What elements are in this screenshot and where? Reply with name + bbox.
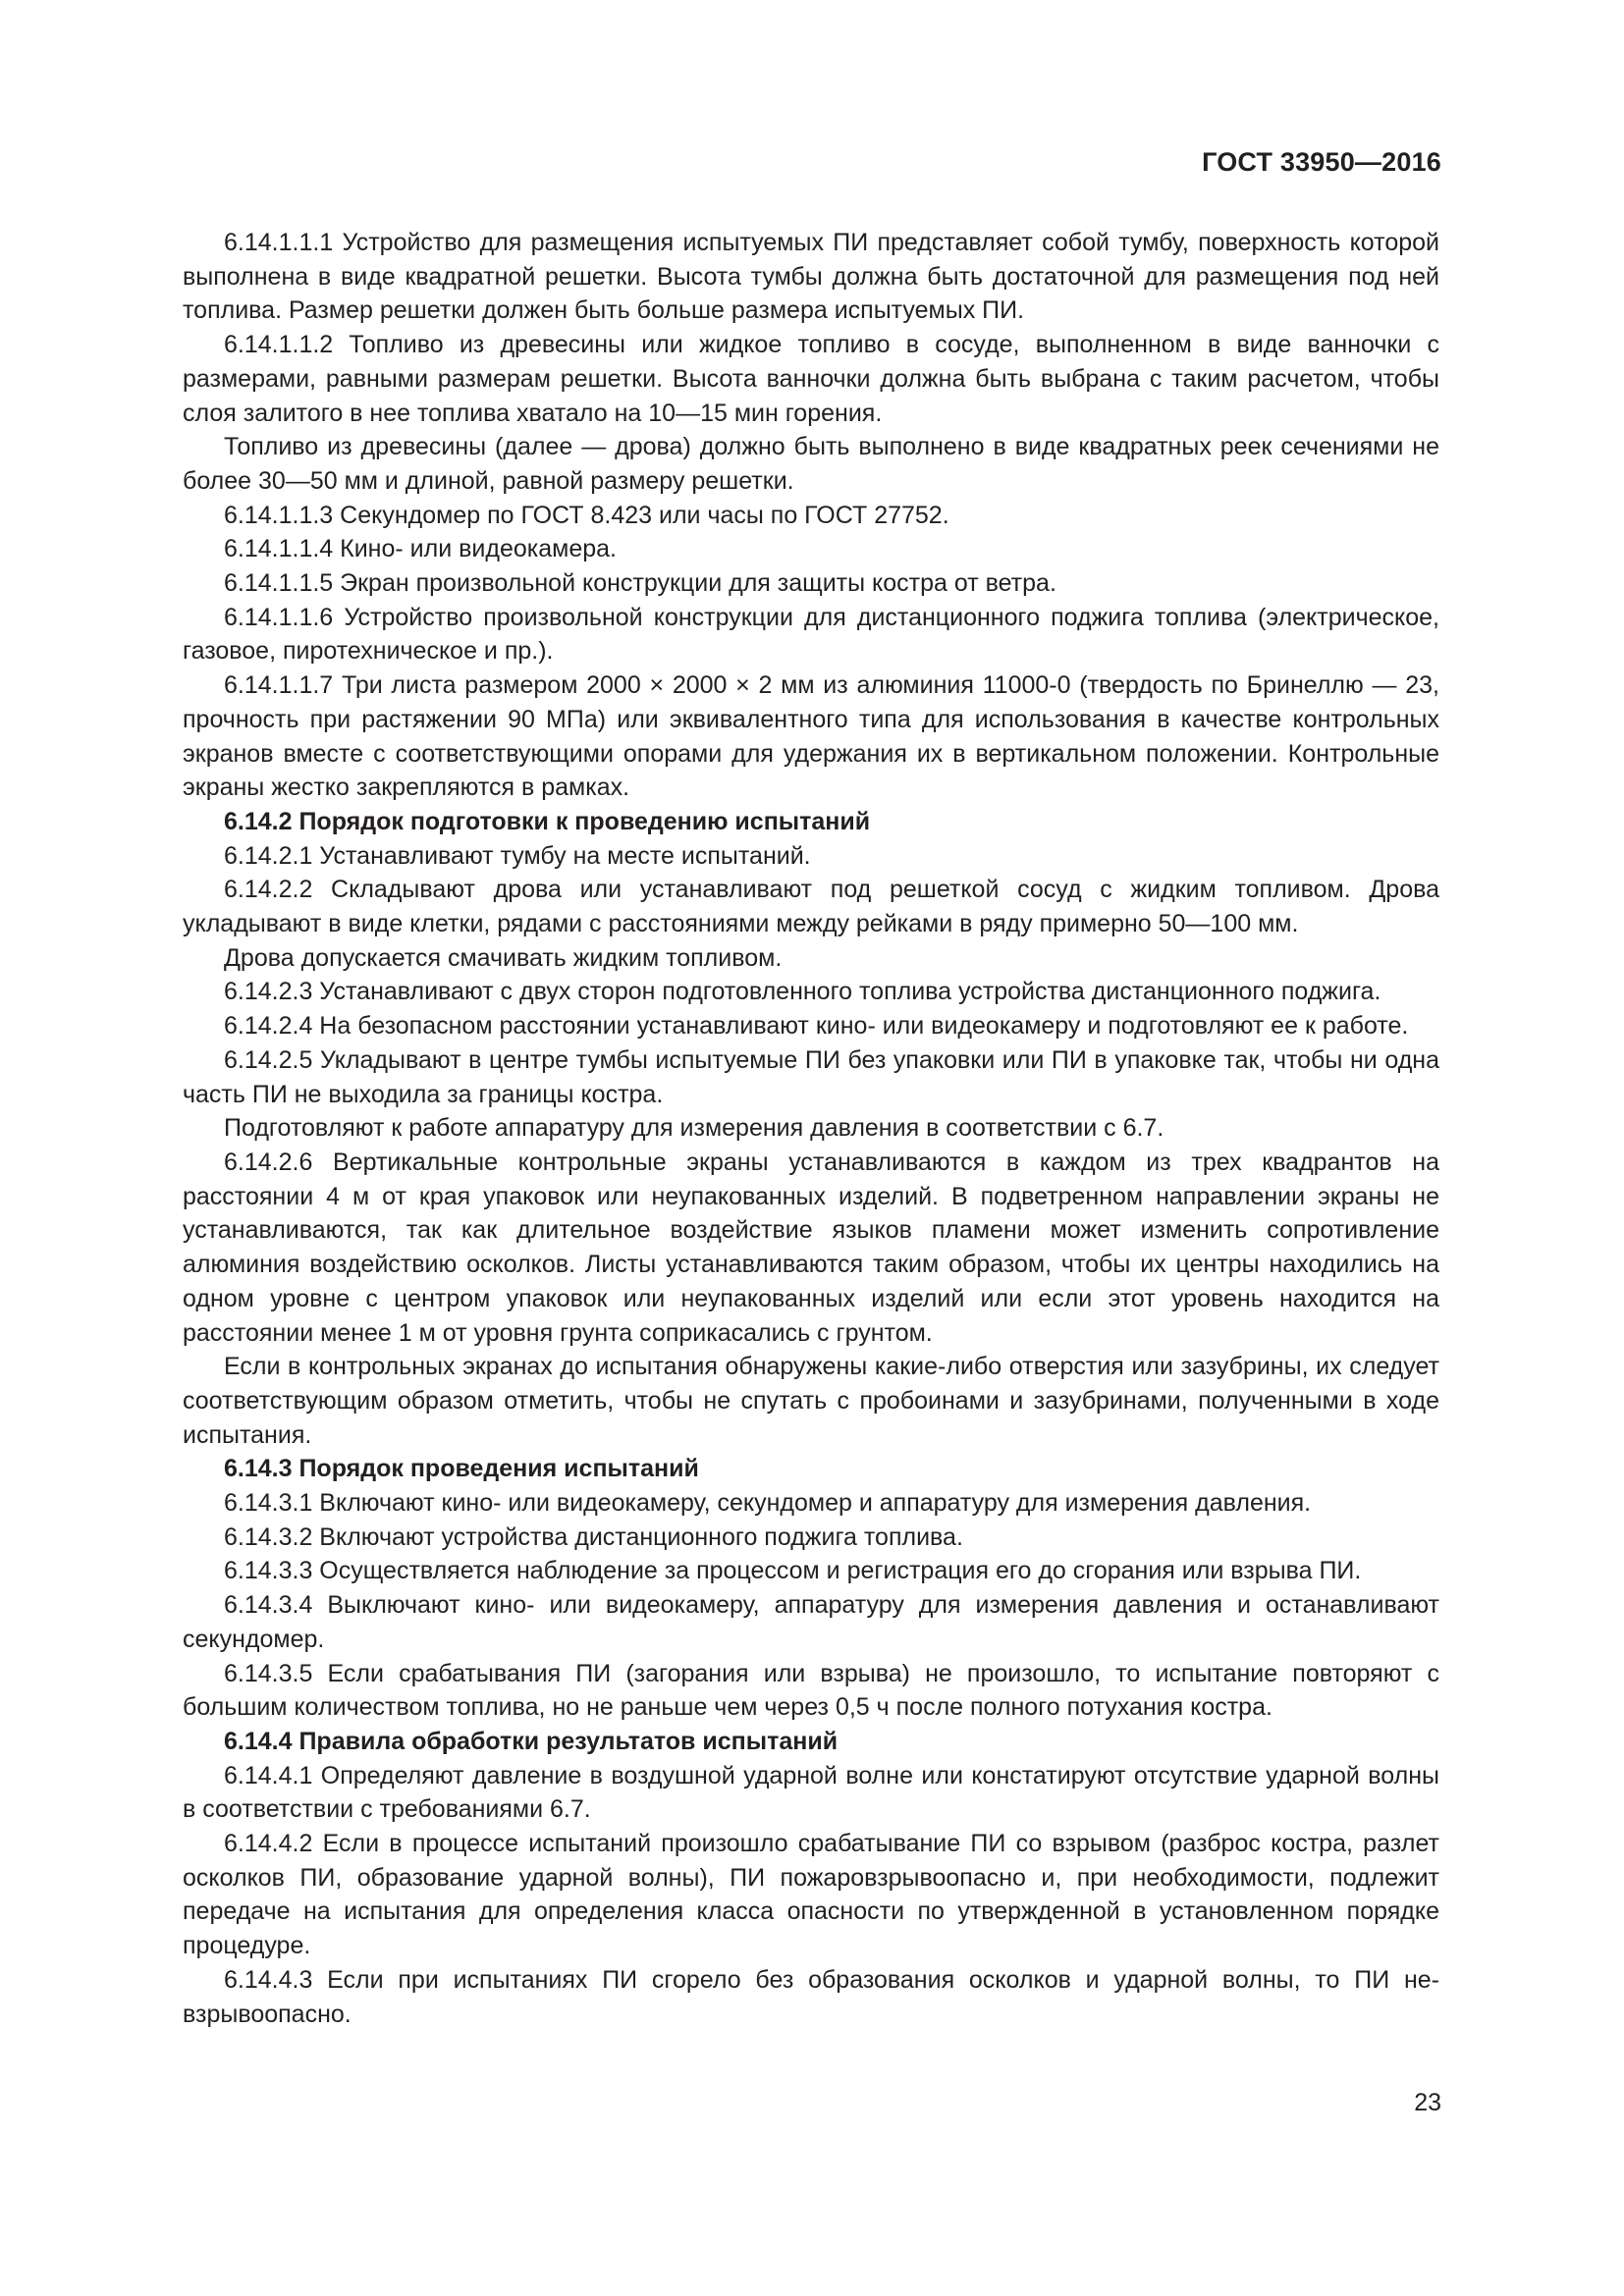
paragraph: Топливо из древесины (далее — дрова) должно быть выполнено в виде квадратных реек сечениями не более 30—50 мм и длиной, равной размеру решетки. xyxy=(183,433,1439,495)
paragraph: 6.14.1.1.3 Секундомер по ГОСТ 8.423 или часы по ГОСТ 27752. xyxy=(224,501,949,529)
paragraph: 6.14.1.1.2 Топливо из древесины или жидкое топливо в сосуде, выполненном в виде ванночки с размерами, равными размерам решетки. Высота ванночки должна быть выбрана с таким расчетом, чтобы слоя залитого в нее топлива хватало на 10—15 мин горения. xyxy=(183,331,1439,427)
section-heading: 6.14.3 Порядок проведения испытаний xyxy=(224,1455,699,1483)
paragraph: 6.14.2.5 Укладывают в центре тумбы испытуемые ПИ без упаковки или ПИ в упаковке так, чтобы ни одна часть ПИ не выходила за границы костра. xyxy=(183,1045,1439,1108)
paragraph: 6.14.3.2 Включают устройства дистанционного поджига топлива. xyxy=(224,1522,963,1551)
paragraph: Если в контрольных экранах до испытания обнаружены какие-либо отверстия или зазубрины, их следует соответствующим образом отметить, чтобы не спутать с пробоинами и зазубринами, полученными в ходе испытания. xyxy=(183,1353,1439,1449)
paragraph: 6.14.4.2 Если в процессе испытаний произошло срабатывание ПИ со взрывом (разброс костра, разлет осколков ПИ, образование ударной волны), ПИ пожаровзрывоопасно и, при необходимости, подлежит передаче на испытания для определения класса опасности по утвержденной в установленном порядке процедуре. xyxy=(183,1830,1439,1960)
paragraph: 6.14.3.3 Осуществляется наблюдение за процессом и регистрация его до сгорания или взрыва ПИ. xyxy=(224,1557,1362,1585)
paragraph: 6.14.1.1.7 Три листа размером 2000 × 2000 × 2 мм из алюминия 11000-0 (твердость по Бринеллю — 23, прочность при растяжении 90 МПа) или эквивалентного типа для использования в качестве контрольных экранов вместе с соответствующими опорами для удержания их в вертикальном положении. Контрольные экраны жестко закрепляются в рамках. xyxy=(183,671,1439,802)
paragraph: Дрова допускается смачивать жидким топливом. xyxy=(224,943,783,972)
document-header: ГОСТ 33950—2016 xyxy=(1202,147,1441,177)
paragraph: 6.14.3.1 Включают кино- или видеокамеру, секундомер и аппаратуру для измерения давления. xyxy=(224,1489,1312,1518)
paragraph: 6.14.2.6 Вертикальные контрольные экраны устанавливаются в каждом из трех квадрантов на расстоянии 4 м от края упаковок или неупакованных изделий. В подветренном направлении экраны не устанавливаются, так как длительное воздействие языков пламени может изменить сопротивление алюминия воздействию осколков. Листы устанавливаются таким образом, чтобы их центры находились на одном уровне с центром упаковок или неупакованных изделий или если этот уровень находится на расстоянии менее 1 м от уровня грунта соприкасались с грунтом. xyxy=(183,1148,1439,1347)
document-body xyxy=(183,226,1439,2031)
paragraph: 6.14.1.1.5 Экран произвольной конструкции для защиты костра от ветра. xyxy=(224,569,1056,598)
page-number: 23 xyxy=(1414,2089,1441,2116)
paragraph: 6.14.3.4 Выключают кино- или видеокамеру, аппаратуру для измерения давления и останавливают секундомер. xyxy=(183,1591,1439,1653)
paragraph: 6.14.2.3 Устанавливают с двух сторон подготовленного топлива устройства дистанционного поджига. xyxy=(224,978,1381,1006)
section-heading: 6.14.4 Правила обработки результатов испытаний xyxy=(224,1727,839,1755)
paragraph: 6.14.2.4 На безопасном расстоянии устанавливают кино- или видеокамеру и подготовляют ее к работе. xyxy=(224,1012,1409,1041)
section-heading: 6.14.2 Порядок подготовки к проведению испытаний xyxy=(224,807,871,835)
paragraph: Подготовляют к работе аппаратуру для измерения давления в соответствии с 6.7. xyxy=(224,1114,1164,1143)
paragraph: 6.14.2.1 Устанавливают тумбу на месте испытаний. xyxy=(224,841,811,870)
paragraph: 6.14.1.1.6 Устройство произвольной конструкции для дистанционного поджига топлива (электрическое, газовое, пиротехническое и пр.). xyxy=(183,603,1439,666)
paragraph: 6.14.1.1.1 Устройство для размещения испытуемых ПИ представляет собой тумбу, поверхность которой выполнена в виде квадратной решетки. Высота тумбы должна быть достаточной для размещения под ней топлива. Размер решетки должен быть больше размера испытуемых ПИ. xyxy=(183,229,1439,325)
paragraph: 6.14.4.3 Если при испытаниях ПИ сгорело без образования осколков и ударной волны, то ПИ невзрывоопасно. xyxy=(183,1965,1439,2028)
paragraph: 6.14.2.2 Складывают дрова или устанавливают под решеткой сосуд с жидким топливом. Дрова укладывают в виде клетки, рядами с расстояниями между рейками в ряду примерно 50—100 мм. xyxy=(183,876,1439,938)
paragraph: 6.14.1.1.4 Кино- или видеокамера. xyxy=(224,535,617,563)
paragraph: 6.14.4.1 Определяют давление в воздушной ударной волне или констатируют отсутствие ударной волны в соответствии с требованиями 6.7. xyxy=(183,1761,1439,1824)
paragraph: 6.14.3.5 Если срабатывания ПИ (загорания или взрыва) не произошло, то испытание повторяют с большим количеством топлива, но не раньше чем через 0,5 ч после полного потухания костра. xyxy=(183,1659,1439,1722)
